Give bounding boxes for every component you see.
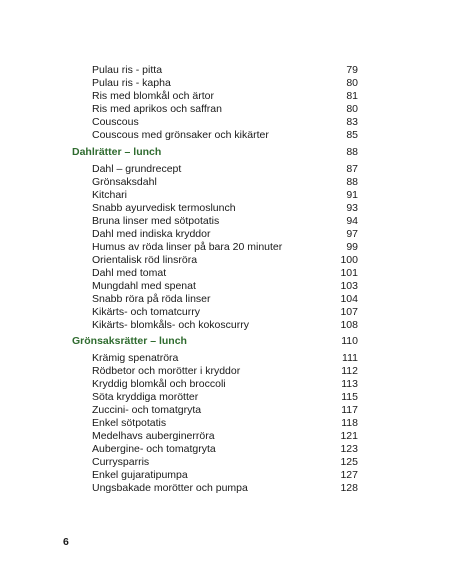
toc-section-title: Grönsaksrätter – lunch	[72, 335, 187, 347]
toc-entry-page: 87	[346, 163, 358, 175]
toc-entry-page: 121	[340, 430, 358, 442]
toc-entry-title: Enkel sötpotatis	[92, 417, 167, 429]
toc-entry	[92, 254, 358, 267]
toc-entry-page: 80	[346, 77, 358, 89]
toc-entry-page: 79	[346, 64, 358, 76]
toc-entry	[92, 267, 358, 280]
toc-entry	[92, 64, 358, 77]
toc-entry-title: Ungsbakade morötter och pumpa	[92, 482, 248, 494]
toc-entry-title: Couscous med grönsaker och kikärter	[92, 129, 269, 141]
toc-entry-title: Humus av röda linser på bara 20 minuter	[92, 241, 283, 253]
toc-entry	[92, 430, 358, 443]
toc-entry-page: 83	[346, 116, 358, 128]
toc-entry	[92, 352, 358, 365]
toc-entry-page: 123	[340, 443, 358, 455]
toc-entry-page: 108	[340, 319, 358, 331]
toc-entry-page: 113	[341, 378, 358, 390]
toc-entry	[92, 293, 358, 306]
toc-entry-title: Ris med aprikos och saffran	[92, 103, 222, 115]
toc-entry-page: 118	[341, 417, 358, 429]
toc-entry-page: 112	[341, 365, 358, 377]
toc-entry	[92, 443, 358, 456]
toc-entry-page: 128	[340, 482, 358, 494]
toc-entry-title: Snabb röra på röda linser	[92, 293, 211, 305]
toc-entry-page: 94	[346, 215, 358, 227]
toc-entry	[92, 280, 358, 293]
toc-entry	[92, 378, 358, 391]
toc-entry-page: 91	[346, 189, 358, 201]
toc-entry-title: Snabb ayurvedisk termoslunch	[92, 202, 236, 214]
toc-entry-title: Kikärts- och tomatcurry	[92, 306, 200, 318]
toc-entry-title: Medelhavs auberginerröra	[92, 430, 215, 442]
toc-entry	[92, 404, 358, 417]
toc-entry-title: Zuccini- och tomatgryta	[92, 404, 202, 416]
toc-entry	[92, 456, 358, 469]
toc-entry-page: 115	[341, 391, 358, 403]
toc-entry-page: 81	[346, 90, 358, 102]
toc-entry-title: Bruna linser med sötpotatis	[92, 215, 220, 227]
toc-entry-page: 93	[346, 202, 358, 214]
toc-entry-title: Kikärts- blomkåls- och kokoscurry	[92, 319, 249, 331]
toc-entry	[92, 202, 358, 215]
page-number: 6	[63, 536, 69, 548]
toc-entry-page: 107	[340, 306, 358, 318]
toc-entry-title: Dahl med indiska kryddor	[92, 228, 211, 240]
toc-entry-page: 101	[340, 267, 358, 279]
toc-entry	[92, 391, 358, 404]
toc-entry-title: Krämig spenatröra	[92, 352, 179, 364]
toc-entry-title: Mungdahl med spenat	[92, 280, 196, 292]
toc-entry-page: 85	[346, 129, 358, 141]
toc-entry-page: 88	[346, 176, 358, 188]
toc-entry-title: Dahl – grundrecept	[92, 163, 182, 175]
toc-entry-page: 103	[340, 280, 358, 292]
toc-entry	[92, 163, 358, 176]
toc-section-heading	[72, 334, 358, 348]
toc-entry-title: Aubergine- och tomatgryta	[92, 443, 216, 455]
toc-section-page: 88	[346, 146, 358, 158]
toc-entry-page: 99	[346, 241, 358, 253]
toc-entry-page: 117	[341, 404, 358, 416]
toc-entry	[92, 215, 358, 228]
toc-entry-page: 100	[340, 254, 358, 266]
toc-entry-title: Ris med blomkål och ärtor	[92, 90, 214, 102]
toc-entry-title: Kitchari	[92, 189, 128, 201]
toc-entry	[92, 77, 358, 90]
toc-section-heading	[72, 145, 358, 159]
toc-entry	[92, 469, 358, 482]
toc-entry-page: 80	[346, 103, 358, 115]
toc-entry	[92, 176, 358, 189]
toc-entry	[92, 241, 358, 254]
toc-entry	[92, 189, 358, 202]
toc-entry-page: 127	[340, 469, 358, 481]
toc-section-page: 110	[341, 335, 358, 347]
toc-entry-title: Söta kryddiga morötter	[92, 391, 199, 403]
toc-entry	[92, 228, 358, 241]
toc-entry	[92, 319, 358, 332]
toc-entry	[92, 90, 358, 103]
toc-entry	[92, 306, 358, 319]
toc-entry-page: 125	[340, 456, 358, 468]
toc-entry-title: Dahl med tomat	[92, 267, 167, 279]
toc-entry-title: Couscous	[92, 116, 139, 128]
toc-entry	[92, 116, 358, 129]
toc-entry-title: Pulau ris - kapha	[92, 77, 171, 89]
toc-entry-page: 97	[346, 228, 358, 240]
toc-entry	[92, 103, 358, 116]
toc-entry	[92, 129, 358, 142]
toc-entry	[92, 417, 358, 430]
toc-entry-title: Rödbetor och morötter i kryddor	[92, 365, 241, 377]
toc-entry-page: 104	[340, 293, 358, 305]
toc-entry-title: Enkel gujaratipumpa	[92, 469, 188, 481]
toc-entry	[92, 482, 358, 495]
toc-section-title: Dahlrätter – lunch	[72, 146, 162, 158]
toc-entry-title: Currysparris	[92, 456, 150, 468]
toc-entry-page: 111	[342, 352, 358, 364]
toc-entry-title: Kryddig blomkål och broccoli	[92, 378, 226, 390]
toc-entry-title: Grönsaksdahl	[92, 176, 157, 188]
toc-entry-title: Pulau ris - pitta	[92, 64, 163, 76]
toc-entry-title: Orientalisk röd linsröra	[92, 254, 198, 266]
toc-entry	[92, 365, 358, 378]
